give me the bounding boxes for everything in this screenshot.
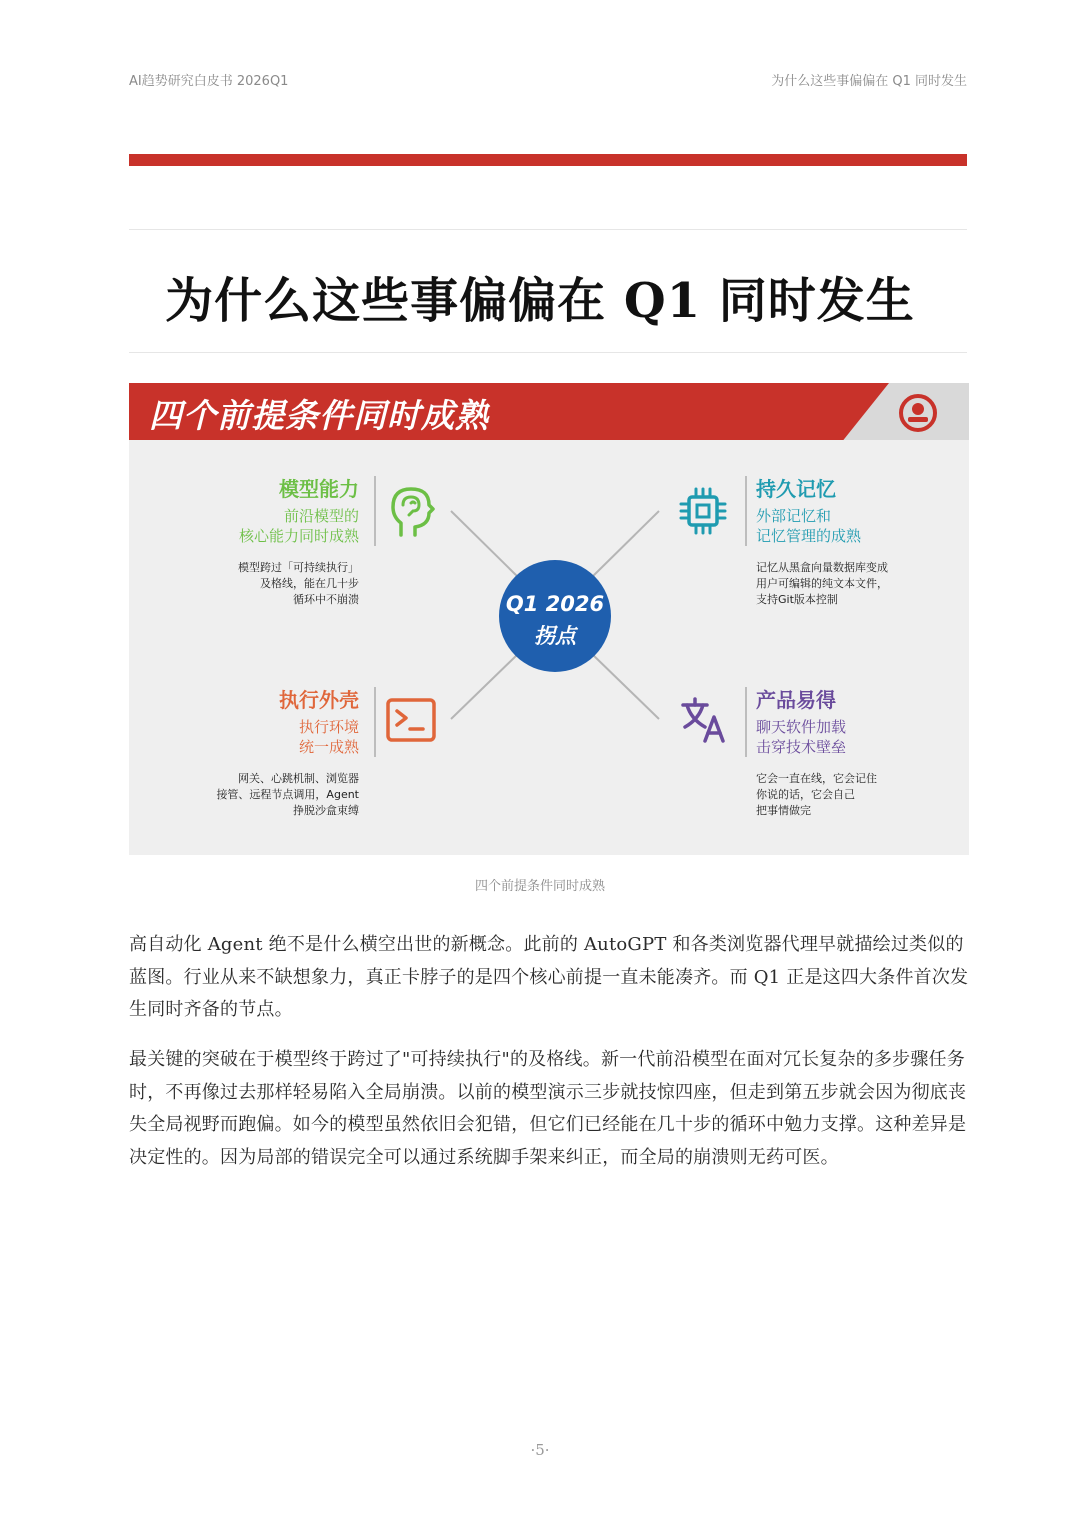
page-number: ·5·: [530, 1441, 550, 1459]
hub-circle: [499, 560, 611, 672]
terminal-icon: [385, 697, 437, 743]
quadrant-description: 它会一直在线，它会记住 你说的话，它会自己 把事情做完: [756, 772, 877, 817]
page-title: 为什么这些事偏偏在 Q1 同时发生: [165, 273, 915, 329]
figure-banner-title: 四个前提条件同时成熟: [149, 396, 489, 435]
quadrant-divider: [745, 476, 747, 546]
quadrant-subtitle: 执行环境 统一成熟: [298, 718, 359, 756]
quadrant-description: 记忆从黑盒向量数据库变成 用户可编辑的纯文本文件， 支持Git版本控制: [756, 561, 888, 606]
hub-label-turning-point: 拐点: [534, 624, 576, 648]
chip-icon: [677, 485, 729, 537]
quadrant-heading: 持久记忆: [756, 477, 836, 501]
figure-four-preconditions: [129, 383, 969, 855]
quadrant-divider: [745, 687, 747, 757]
quadrant-subtitle: 外部记忆和 记忆管理的成熟: [756, 507, 862, 545]
accent-bar: [129, 154, 967, 166]
figure-caption: 四个前提条件同时成熟: [474, 879, 605, 894]
brain-head-icon: [385, 483, 437, 539]
quadrant-product-accessible: [756, 687, 956, 819]
hub-label-year: Q1 2026: [505, 592, 605, 616]
quadrant-execution-shell: [129, 687, 359, 819]
body-paragraph: 最关键的突破在于模型终于跨过了"可持续执行"的及格线。新一代前沿模型在面对冗长复杂的多步骤任务时，不再像过去那样轻易陷入全局崩溃。以前的模型演示三步就技惊四座，但走到第五步就会因为彻底丧失全局视野而跑偏。如今的模型虽然依旧会犯错，但它们已经能在几十步的循环中勉力支撑。这种差异是决定性的。因为局部的错误完全可以通过系统脚手架来纠正，而全局的崩溃则无药可医。: [129, 1049, 967, 1168]
body-paragraph: 高自动化 Agent 绝不是什么横空出世的新概念。此前的 AutoGPT 和各类浏览器代理早就描绘过类似的蓝图。行业从来不缺想象力，真正卡脖子的是四个核心前提一直未能凑齐。而 Q1 正是这四大条件首次发生同时齐备的节点。: [129, 934, 969, 1020]
divider-bottom: [129, 352, 967, 353]
quadrant-subtitle: 前沿模型的 核心能力同时成熟: [238, 507, 359, 545]
quadrant-description: 网关、心跳机制、浏览器 接管、远程节点调用，Agent 挣脱沙盒束缚: [216, 772, 359, 817]
quadrant-divider: [374, 476, 376, 546]
translate-icon: [679, 695, 729, 745]
quadrant-subtitle: 聊天软件加载 击穿技术壁垒: [756, 718, 847, 756]
divider-top: [129, 229, 967, 230]
quadrant-heading: 产品易得: [756, 688, 836, 712]
running-header-left: AI趋势研究白皮书 2026Q1: [129, 74, 289, 89]
quadrant-persistent-memory: [756, 476, 956, 608]
quadrant-model-capability: [129, 476, 359, 608]
quadrant-divider: [374, 687, 376, 757]
quadrant-description: 模型跨过「可持续执行」 及格线，能在几十步 循环中不崩溃: [238, 561, 359, 606]
quadrant-heading: 模型能力: [279, 477, 359, 501]
quadrant-heading: 执行外壳: [279, 688, 359, 712]
running-header-right: 为什么这些事偏偏在 Q1 同时发生: [771, 74, 967, 89]
